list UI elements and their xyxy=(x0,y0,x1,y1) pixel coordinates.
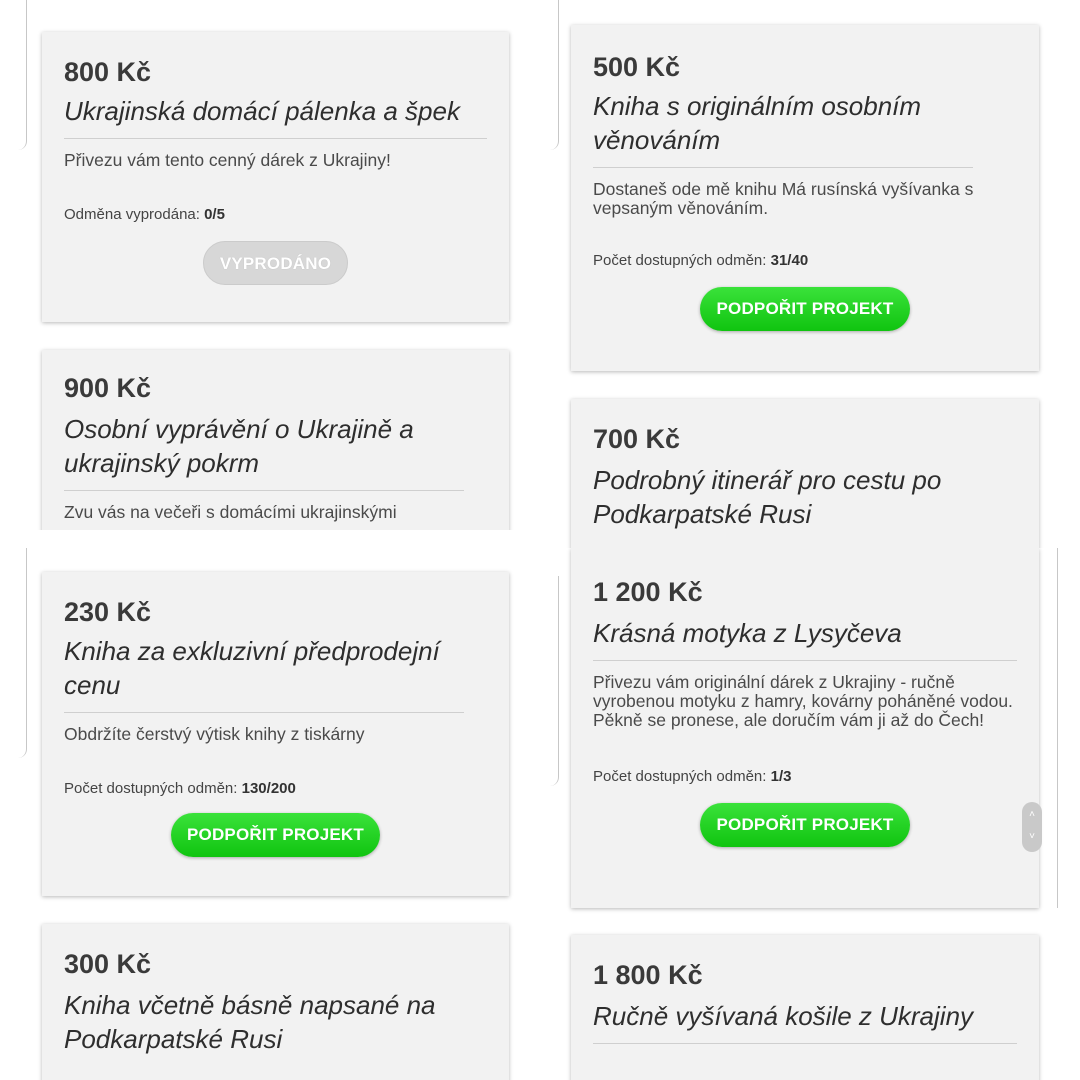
reward-availability xyxy=(64,206,487,223)
availability-label: Počet dostupných odměn: xyxy=(64,780,238,797)
panel-bottom-left xyxy=(0,548,540,1080)
availability-label: Počet dostupných odměn: xyxy=(593,252,767,269)
reward-description: Obdržíte čerstvý výtisk knihy z tiskárny xyxy=(64,724,365,744)
availability-value: 31/40 xyxy=(770,252,809,269)
page-scrollbar-track xyxy=(1057,548,1058,908)
sold-out-button: VYPRODÁNO xyxy=(203,241,348,285)
previous-card-edge xyxy=(550,576,559,786)
reward-description: Zvu vás na večeři s domácími ukrajinskými xyxy=(64,502,397,522)
availability-value: 1/3 xyxy=(770,768,792,785)
reward-title: Krásná motyka z Lysyčeva xyxy=(593,616,1017,661)
reward-card-300 xyxy=(42,924,509,1080)
reward-description: Přivezu vám tento cenný dárek z Ukrajiny! xyxy=(64,150,391,170)
reward-card-230 xyxy=(42,572,509,896)
reward-card-700 xyxy=(571,399,1039,548)
support-project-button[interactable]: PODPOŘIT PROJEKT xyxy=(171,813,380,857)
availability-label: Počet dostupných odměn: xyxy=(593,768,767,785)
reward-price: 800 Kč xyxy=(64,57,152,87)
reward-title: Ukrajinská domácí pálenka a špek xyxy=(64,94,487,139)
panel-top-right xyxy=(550,0,1080,548)
reward-card-1200 xyxy=(571,548,1039,908)
availability-value: 130/200 xyxy=(241,780,296,797)
reward-title: Kniha za exkluzivní předprodejní cenu xyxy=(64,634,464,713)
panel-bottom-right xyxy=(550,548,1080,1080)
reward-description: Přivezu vám originální dárek z Ukrajiny - ručně vyrobenou motyku z hamry, kovárny poháněné vodou. Pěkně se pronese, ale doručím vám ji až do Čech! xyxy=(593,672,1013,730)
availability-label: Odměna vyprodána: xyxy=(64,206,200,223)
reward-card-800 xyxy=(42,32,509,322)
previous-card-edge xyxy=(18,0,27,150)
reward-card-500 xyxy=(571,25,1039,371)
previous-card-edge xyxy=(18,548,27,758)
reward-title: Osobní vyprávění o Ukrajině a ukrajinský pokrm xyxy=(64,412,464,491)
reward-price: 700 Kč xyxy=(593,424,681,454)
reward-availability xyxy=(64,780,487,797)
chevron-up-icon: ˄ xyxy=(1029,809,1035,820)
reward-availability xyxy=(593,768,1017,785)
reward-price: 500 Kč xyxy=(593,52,681,82)
reward-price: 900 Kč xyxy=(64,373,152,403)
reward-title: Kniha včetně básně napsané na Podkarpatské Rusi xyxy=(64,990,436,1054)
panel-top-left xyxy=(0,0,540,530)
reward-price: 1 200 Kč xyxy=(593,577,703,607)
previous-card-edge xyxy=(550,0,559,150)
reward-title: Podrobný itinerář pro cestu po Podkarpatské Rusi xyxy=(593,465,942,529)
availability-value: 0/5 xyxy=(204,206,225,223)
reward-title: Ručně vyšívaná košile z Ukrajiny xyxy=(593,999,1017,1044)
reward-card-900 xyxy=(42,350,509,530)
chevron-down-icon: ˅ xyxy=(1029,831,1035,842)
support-project-button[interactable]: PODPOŘIT PROJEKT xyxy=(700,803,909,847)
reward-description: Dostaneš ode mě knihu Má rusínská vyšívanka s vepsaným věnováním. xyxy=(593,179,974,218)
reward-price: 300 Kč xyxy=(64,949,152,979)
support-project-button[interactable]: PODPOŘIT PROJEKT xyxy=(700,287,909,331)
reward-title: Kniha s originálním osobním věnováním xyxy=(593,89,973,168)
scrollbar-handle[interactable] xyxy=(1022,802,1042,852)
reward-availability xyxy=(593,252,1017,269)
reward-price: 230 Kč xyxy=(64,597,152,627)
reward-price: 1 800 Kč xyxy=(593,960,703,990)
reward-card-1800 xyxy=(571,935,1039,1080)
